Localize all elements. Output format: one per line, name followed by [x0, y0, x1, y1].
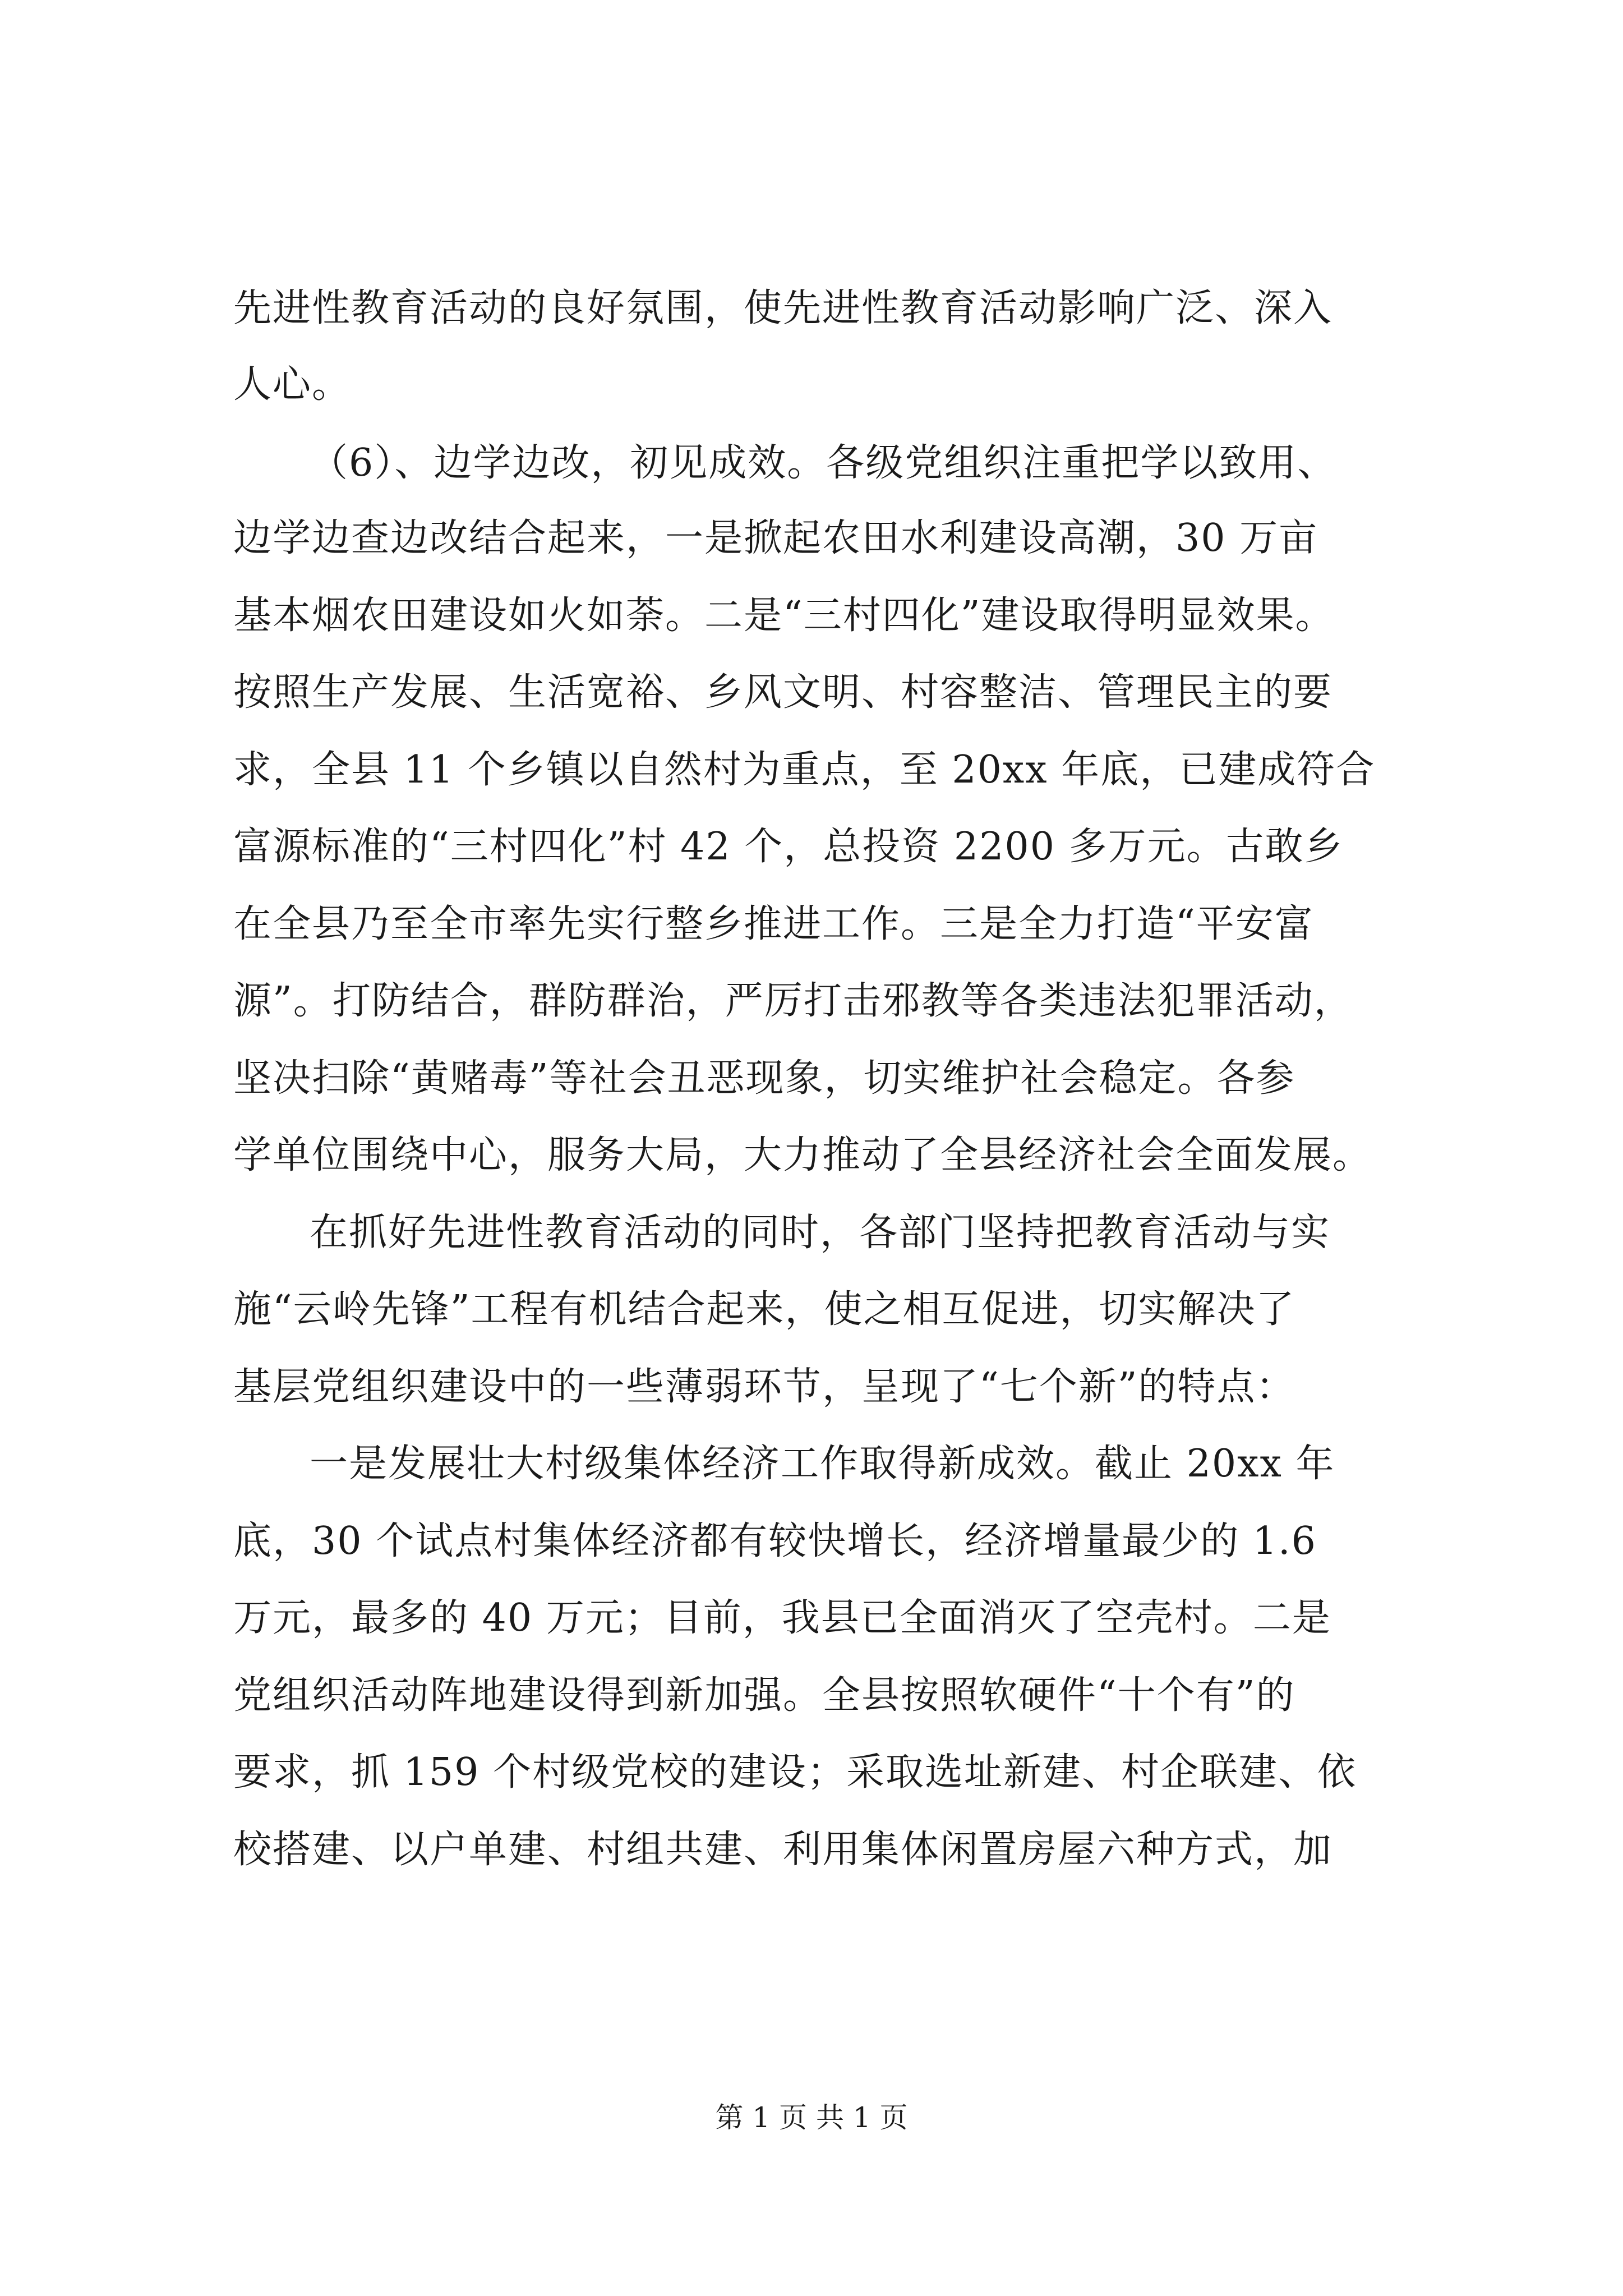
text-line: 源”。打防结合，群防群治，严厉打击邪教等各类违法犯罪活动， [233, 979, 1353, 1023]
page-footer: 第 1 页 共 1 页 [715, 2101, 908, 2134]
text-line: 施“云岭先锋”工程有机结合起来，使之相互促进，切实解决了 [233, 1287, 1295, 1332]
text-line: 人心。 [233, 362, 352, 407]
text-line: 在全县乃至全市率先实行整乡推进工作。三是全力打造“平安富 [233, 902, 1314, 946]
text-line: 要求，抓 159 个村级党校的建设；采取选址新建、村企联建、依 [233, 1750, 1357, 1795]
text-line: 党组织活动阵地建设得到新加强。全县按照软硬件“十个有”的 [233, 1673, 1295, 1718]
text-line: 富源标准的“三村四化”村 42 个，总投资 2200 多万元。古敢乡 [233, 825, 1344, 869]
text-line: 先进性教育活动的良好氛围，使先进性教育活动影响广泛、深入 [233, 286, 1333, 330]
text-line: 边学边查边改结合起来，一是掀起农田水利建设高潮，30 万亩 [233, 516, 1318, 560]
text-line: 基本烟农田建设如火如荼。二是“三村四化”建设取得明显效果。 [233, 593, 1335, 638]
text-line: 一是发展壮大村级集体经济工作取得新成效。截止 20xx 年 [310, 1442, 1335, 1486]
text-line: （6）、边学边改，初见成效。各级党组织注重把学以致用、 [310, 441, 1337, 485]
text-line: 学单位围绕中心，服务大局，大力推动了全县经济社会全面发展。 [233, 1133, 1372, 1177]
text-line: 坚决扫除“黄赌毒”等社会丑恶现象，切实维护社会稳定。各参 [233, 1056, 1295, 1101]
text-line: 底，30 个试点村集体经济都有较快增长，经济增量最少的 1.6 [233, 1519, 1317, 1563]
text-line: 在抓好先进性教育活动的同时，各部门坚持把教育活动与实 [310, 1211, 1331, 1255]
text-line: 校搭建、以户单建、村组共建、利用集体闲置房屋六种方式，加 [233, 1828, 1333, 1872]
text-line: 按照生产发展、生活宽裕、乡风文明、村容整洁、管理民主的要 [233, 670, 1333, 715]
text-line: 求，全县 11 个乡镇以自然村为重点，至 20xx 年底，已建成符合 [233, 748, 1376, 792]
text-line: 基层党组织建设中的一些薄弱环节，呈现了“七个新”的特点： [233, 1365, 1295, 1409]
text-line: 万元，最多的 40 万元；目前，我县已全面消灭了空壳村。二是 [233, 1596, 1331, 1640]
